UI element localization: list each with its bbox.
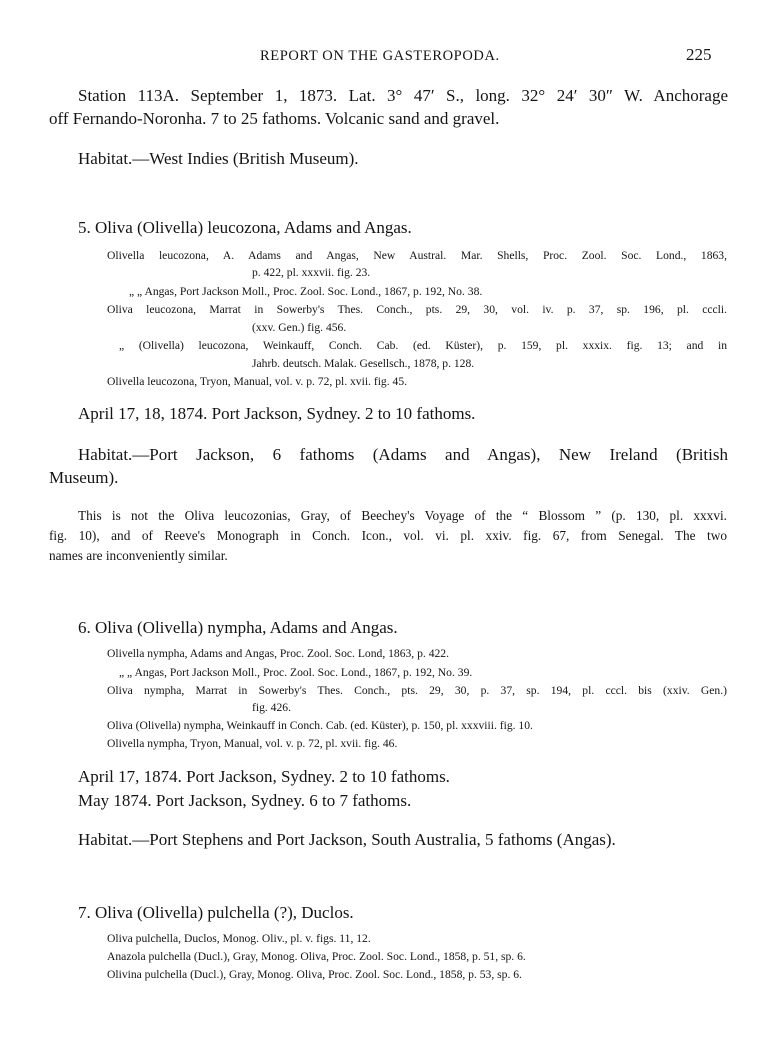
species-5-ref: „ (Olivella) leucozona, Weinkauff, Conch. Cab. (ed. Küster), p. 159, pl. xxxix. fig. 13; and in [119, 339, 727, 352]
species-5-station: April 17, 18, 1874. Port Jackson, Sydney. 2 to 10 fathoms. [78, 404, 476, 423]
species-6-station-2: May 1874. Port Jackson, Sydney. 6 to 7 fathoms. [78, 791, 412, 810]
species-5-ref: p. 422, pl. xxxvii. fig. 23. [252, 266, 371, 279]
species-6-ref: Oliva (Olivella) nympha, Weinkauff in Conch. Cab. (ed. Küster), p. 150, pl. xxxviii. fig. 10. [107, 719, 533, 732]
species-6-ref: fig. 426. [252, 701, 291, 714]
station-113a-line2: off Fernando-Noronha. 7 to 25 fathoms. Volcanic sand and gravel. [49, 109, 500, 128]
species-6-habitat: Habitat.—Port Stephens and Port Jackson, South Australia, 5 fathoms (Angas). [78, 830, 616, 849]
species-7-ref: Oliva pulchella, Duclos, Monog. Oliv., pl. v. figs. 11, 12. [107, 932, 371, 945]
species-6-ref: Olivella nympha, Tryon, Manual, vol. v. p. 72, pl. xvii. fig. 46. [107, 737, 398, 750]
species-5-habitat-line2: Museum). [49, 468, 119, 487]
habitat-west-indies: Habitat.—West Indies (British Museum). [78, 149, 359, 168]
species-6-ref: Oliva nympha, Marrat in Sowerby's Thes. Conch., pts. 29, 30, p. 37, sp. 194, pl. cccl. bis (xxiv. Gen.) [107, 684, 727, 697]
page-number: 225 [686, 45, 712, 64]
species-7-ref: Anazola pulchella (Ducl.), Gray, Monog. Oliva, Proc. Zool. Soc. Lond., 1858, p. 51, sp. 6. [107, 950, 526, 963]
species-5-ref: (xxv. Gen.) fig. 456. [252, 321, 347, 334]
species-5-habitat-line1: Habitat.—Port Jackson, 6 fathoms (Adams and Angas), New Ireland (British [78, 445, 728, 464]
species-6-heading: 6. Oliva (Olivella) nympha, Adams and Angas. [78, 618, 398, 637]
species-6-station-1: April 17, 1874. Port Jackson, Sydney. 2 to 10 fathoms. [78, 767, 450, 786]
species-5-note-line1: This is not the Oliva leucozonias, Gray, of Beechey's Voyage of the “ Blossom ” (p. 130, pl. xxxvi. [78, 508, 727, 523]
species-5-note-line3: names are inconveniently similar. [49, 548, 228, 563]
species-5-ref: Oliva leucozona, Marrat in Sowerby's Thes. Conch., pts. 29, 30, vol. iv. p. 37, sp. 196, pl. cccli. [107, 303, 727, 316]
species-5-ref: „ „ Angas, Port Jackson Moll., Proc. Zool. Soc. Lond., 1867, p. 192, No. 38. [129, 285, 483, 298]
species-5-ref: Olivella leucozona, Tryon, Manual, vol. v. p. 72, pl. xvii. fig. 45. [107, 375, 408, 388]
species-5-heading: 5. Oliva (Olivella) leucozona, Adams and Angas. [78, 218, 412, 237]
station-113a-line1: Station 113A. September 1, 1873. Lat. 3° 47′ S., long. 32° 24′ 30″ W. Anchorage [78, 86, 728, 105]
species-6-ref: Olivella nympha, Adams and Angas, Proc. Zool. Soc. Lond, 1863, p. 422. [107, 647, 449, 660]
species-7-heading: 7. Oliva (Olivella) pulchella (?), Duclos. [78, 903, 354, 922]
running-title: REPORT ON THE GASTEROPODA. [260, 48, 500, 64]
species-5-ref: Jahrb. deutsch. Malak. Gesellsch., 1878, p. 128. [252, 357, 475, 370]
species-5-ref: Olivella leucozona, A. Adams and Angas, New Austral. Mar. Shells, Proc. Zool. Soc. Lond., 1863, [107, 249, 727, 262]
species-6-ref: „ „ Angas, Port Jackson Moll., Proc. Zool. Soc. Lond., 1867, p. 192, No. 39. [119, 666, 473, 679]
species-7-ref: Olivina pulchella (Ducl.), Gray, Monog. Oliva, Proc. Zool. Soc. Lond., 1858, p. 53, sp. 6. [107, 968, 522, 981]
species-5-note-line2: fig. 10), and of Reeve's Monograph in Conch. Icon., vol. vi. pl. xxiv. fig. 67, from Senegal. The two [49, 528, 727, 543]
